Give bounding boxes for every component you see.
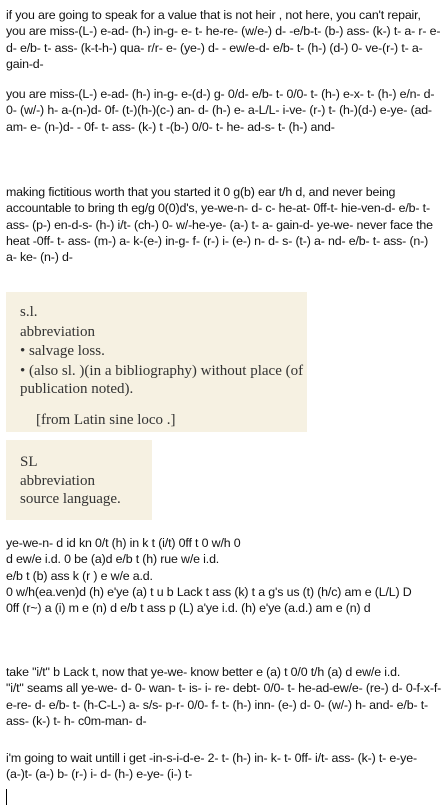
- dictionary-entry-SL: [6, 440, 152, 520]
- dict-term: s.l.: [20, 304, 38, 320]
- dict-part-of-speech: abbreviation: [20, 473, 95, 489]
- paragraph-5: take "i/t" b Lack t, now that ye-we- know better e (a) t 0/0 t/h (a) d ew/e i.d. "i/t" seams all ye-we- d- 0- wan- t- is- i- re- debt- 0/0- t- he-ad-ew/e- (re-) d- 0-f-x-f- e-re- d- e/b- t- (h-C-L-) a- s/s- p-r- 0/0- f- t- (h-) inn- (e-) d- 0- (w/-) h- and- e/b- t- ass- (k-) t- h- c0m-man- d-: [6, 665, 442, 728]
- paragraph-1: if you are going to speak for a value that is not heir , not here, you can't repair, you are miss-(L-) e-ad- (h-) in-g- e- t- he-re- (w/e-) d- -e/b-t- (b-) ass- (k-) t- a- r- e- d- e/b- t- ass- (k-t-h-) qua- r/r- e- (ye-) d- - ew/e-d- e/b- t- (h-) (d-) 0- ve-(r-) t- a- gain-d-: [6, 8, 441, 71]
- paragraph-4: ye-we-n- d id kn 0/t (h) in k t (i/t) 0ff t 0 w/h 0 d ew/e i.d. 0 be (a)d e/b t (h) rue w/e i.d. e/b t (b) ass k (r ) e w/e a.d. 0 w/h(ea.ven)d (h) e'ye (a) t u b Lack t ass (k) t a g's us (t) (h/c) am e (L/L) D 0ff (r~) a (i) m e (n) d e/b t ass p (L) a'ye i.d. (h) e'ye (a.d.) am e (n) d: [6, 536, 412, 616]
- dict-definition-2: • (also sl. )(in a bibliography) without place (of publication noted).: [20, 363, 304, 397]
- dict-definition-1: source language.: [20, 491, 121, 507]
- dictionary-entry-sl: [6, 292, 307, 432]
- paragraph-6: i'm going to wait untill i get -in-s-i-d-e- 2- t- (h-) in- k- t- 0ff- i/t- ass- (k-) t- e-ye- (a-)t- (a-) b- (r-) i- d- (h-) e-ye- (i-) t-: [6, 751, 417, 782]
- paragraph-3: making fictitious worth that you started it 0 g(b) ear t/h d, and never being accountable to bring th eg/g 0(0)d's, ye-we-n- d- c- he-at- 0ff-t- hie-ven-d- e/b- t- ass- (p-) en-d-s- (h-) i/t- (ch-) 0- w/-he-ye- (a-) t- a- gain-d- ye-we- never face the heat -0ff- t- ass- (m-) a- k-(e-) in-g- f- (r-) i- (e-) n- d- s- (t-) a- nd- e/b- t- ass- (n-) a- ke- (n-) d-: [6, 185, 433, 265]
- text-cursor[interactable]: [6, 789, 7, 805]
- paragraph-2: you are miss-(L-) e-ad- (h-) in-g- e-(d-) g- 0/d- e/b- t- 0/0- t- (h-) e-x- t- (h-) e/n- d- 0- (w/-) h- a-(n-)d- 0f- (t-)(h-)(c-) an- d- (h-) e- a-L/L- i-ve- (r-) t- (h-)(d-) e-ye- (ad- am- e- (n-)d- - 0f- t- ass- (k-) t -(b-) 0/0- t- he- ad-s- t- (h-) and-: [6, 87, 435, 134]
- dict-part-of-speech: abbreviation: [20, 324, 95, 340]
- dict-term: SL: [20, 454, 38, 470]
- dict-etymology: [from Latin sine loco .]: [36, 412, 176, 428]
- dict-definition-1: • salvage loss.: [20, 343, 105, 359]
